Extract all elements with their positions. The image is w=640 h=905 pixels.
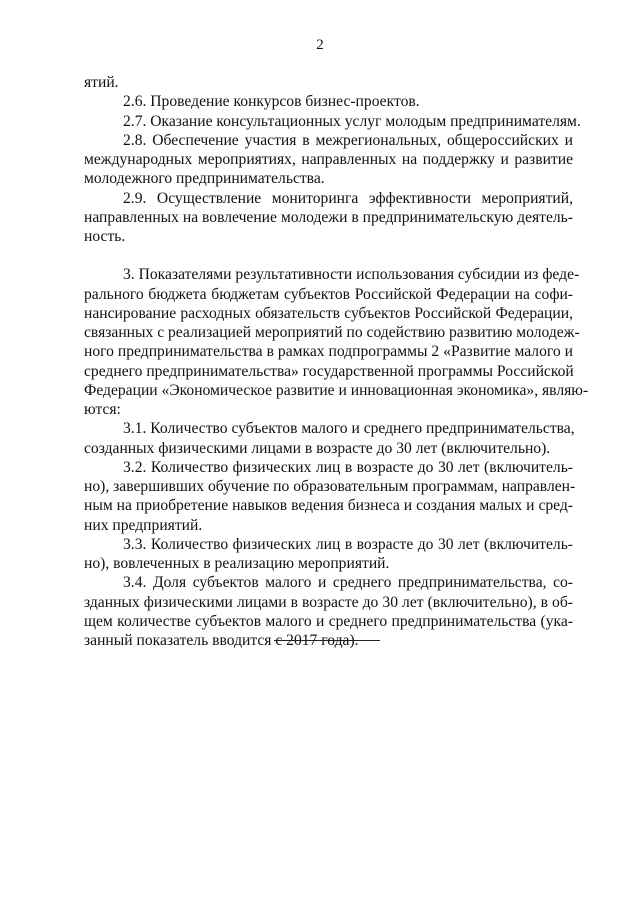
- text-line: 2.6. Проведение конкурсов бизнес-проектов.: [123, 93, 420, 111]
- text-line: среднего предпринимательства» государственной программы Российской: [84, 362, 574, 380]
- text-line: связанных с реализацией мероприятий по содействию развитию молодеж-: [84, 324, 580, 341]
- paragraph-gap: [84, 246, 573, 265]
- text-line: направленных на вовлечение молодежи в предпринимательскую деятель-: [84, 208, 573, 226]
- end-separator-line: [274, 640, 380, 641]
- text-line: 2.8. Обеспечение участия в межрегиональных, общероссийских и: [123, 131, 573, 149]
- text-line: 3.1. Количество субъектов малого и среднего предпринимательства,: [123, 420, 575, 438]
- page-number: 2: [316, 37, 324, 53]
- text-line: молодежного предпринимательства.: [84, 170, 325, 188]
- text-line: 3. Показателями результативности использования субсидии из феде-: [123, 266, 580, 284]
- text-line: рального бюджета бюджетам субъектов Российской Федерации на софи-: [84, 285, 573, 303]
- text-line: международных мероприятиях, направленных на поддержку и развитие: [84, 151, 573, 168]
- text-line: 3.4. Доля субъектов малого и среднего предпринимательства, со-: [123, 574, 573, 592]
- text-line: но), вовлеченных в реализацию мероприятий.: [84, 555, 390, 572]
- section-3: [84, 265, 589, 650]
- text-line: занный показатель вводится с 2017 года).: [84, 632, 359, 649]
- text-line: ятий.: [84, 74, 119, 91]
- text-line: но), завершивших обучение по образовательным программам, направлен-: [84, 478, 576, 495]
- text-line: ного предпринимательства в рамках подпрограммы 2 «Развитие малого и: [84, 343, 573, 361]
- text-line: 2.9. Осуществление мониторинга эффективности мероприятий,: [123, 189, 573, 207]
- text-line: ным на приобретение навыков ведения бизнеса и создания малых и сред-: [84, 497, 573, 515]
- text-line: щем количестве субъектов малого и среднего предпринимательства (ука-: [84, 612, 573, 630]
- text-line: нансирование расходных обязательств субъектов Российской Федерации,: [84, 304, 573, 322]
- section-2-continuation: [84, 73, 581, 246]
- text-line: ность.: [84, 228, 126, 245]
- text-line: 3.3. Количество физических лиц в возрасте до 30 лет (включитель-: [123, 535, 573, 553]
- text-line: них предприятий.: [84, 516, 203, 534]
- document-body: [84, 73, 589, 650]
- text-line: Федерации «Экономическое развитие и инновационная экономика», являю-: [84, 381, 589, 399]
- text-line: 3.2. Количество физических лиц в возрасте до 30 лет (включитель-: [123, 458, 573, 476]
- text-line: ются:: [84, 401, 121, 418]
- text-line: зданных физическими лицами в возрасте до 30 лет (включительно), в об-: [84, 593, 573, 611]
- text-line: 2.7. Оказание консультационных услуг молодым предпринимателям.: [123, 112, 581, 130]
- text-line: созданных физическими лицами в возрасте до 30 лет (включительно).: [84, 439, 551, 457]
